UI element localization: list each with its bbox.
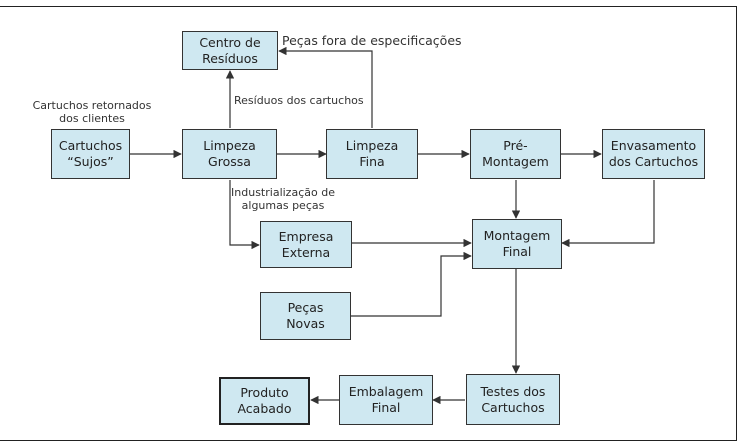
node-cartuchos-sujos: Cartuchos “Sujos” — [51, 129, 130, 179]
node-pecas-novas: Peças Novas — [260, 292, 351, 340]
node-limpeza-grossa: Limpeza Grossa — [182, 129, 277, 179]
node-centro-de-residuos: Centro de Resíduos — [182, 31, 278, 70]
edge-fina-centro — [279, 51, 372, 128]
node-limpeza-fina: Limpeza Fina — [326, 129, 418, 179]
label-industrializacao: Industrialização de algumas peças — [231, 186, 335, 212]
node-empresa-externa: Empresa Externa — [260, 221, 352, 268]
node-montagem-final: Montagem Final — [472, 219, 562, 269]
edge-envasamento-montagem — [562, 180, 654, 243]
label-cartuchos-retornados: Cartuchos retornados dos clientes — [32, 99, 152, 125]
node-testes-dos-cartuchos: Testes dos Cartuchos — [466, 374, 560, 425]
node-produto-acabado: Produto Acabado — [219, 377, 310, 425]
label-residuos-cartuchos: Resíduos dos cartuchos — [234, 94, 364, 107]
node-pre-montagem: Pré- Montagem — [470, 129, 561, 179]
edge-pecas-montagem — [351, 256, 471, 316]
node-envasamento: Envasamento dos Cartuchos — [602, 129, 705, 179]
node-embalagem-final: Embalagem Final — [339, 375, 433, 425]
label-fora-especificacoes: Peças fora de especificações — [282, 33, 462, 48]
